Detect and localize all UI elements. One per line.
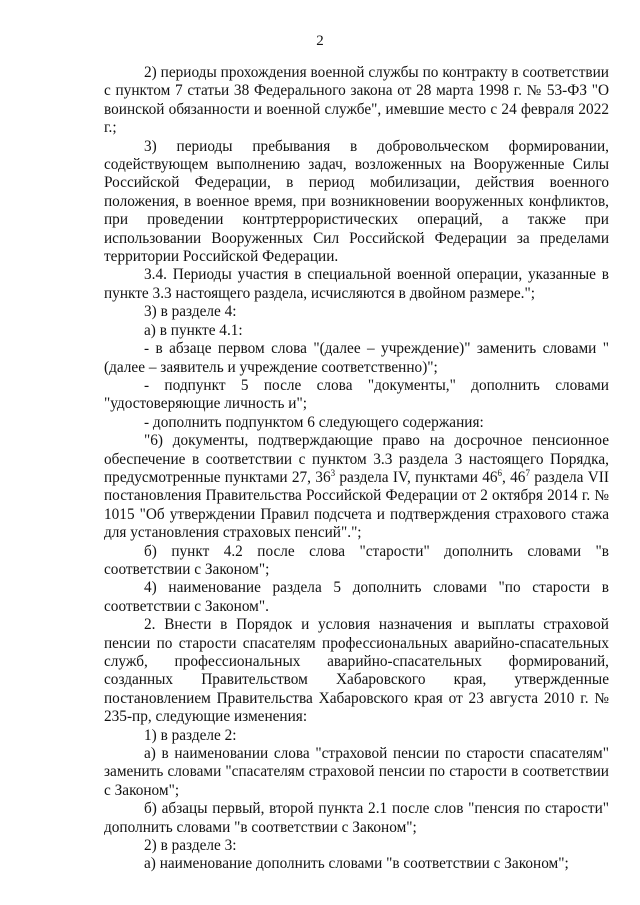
paragraph-subpoint-5: - подпункт 5 после слова "документы," дополнить словами "удостоверяющие личность и"; <box>104 376 609 413</box>
paragraph-section-2: 1) в разделе 2: <box>144 726 237 744</box>
paragraph-point-4-2: б) пункт 4.2 после слова "старости" дополнить словами "в соответствии с Законом"; <box>104 542 609 578</box>
paragraph-point-2-1: б) абзацы первый, второй пункта 2.1 после слов "пенсия по старости" дополнить словами "в соответствии с Законом"; <box>104 800 609 836</box>
paragraph-section-2-title: а) в наименовании слова "страховой пенсии по старости спасателям" заменить словами "спасателям страховой пенсии по старости в соответствии с Законом"; <box>104 745 609 799</box>
paragraph-first-abzac: - в абзаце первом слова "(далее – учреждение)" заменить словами "(далее – заявитель и учреждение соответственно)"; <box>104 340 609 376</box>
paragraph-section-3: 2) в разделе 3: <box>144 837 237 855</box>
paragraph-volunteer-formation: 3) периоды пребывания в добровольческом формировании, содействующем выполнению задач, возложенных на Вооруженные Силы Российской Федерации, в период мобилизации, действия военного положения, в военное время, при возникновении вооруженных конфликтов, при проведении контртеррористических операций, а также при использовании Вооруженных Сил Российской Федерации за пределами территории Российской Федерации. <box>104 137 609 266</box>
paragraph-section-5-title: 4) наименование раздела 5 дополнить словами "по старости в соответствии с Законом". <box>104 579 609 615</box>
paragraph-3-4: 3.4. Периоды участия в специальной военной операции, указанные в пункте 3.3 настоящего раздела, исчисляются в двойном размере."; <box>104 266 609 302</box>
paragraph-section-3-title: а) наименование дополнить словами "в соответствии с Законом"; <box>144 855 569 873</box>
superscript: 7 <box>525 467 530 478</box>
paragraph-rescuers-order: 2. Внести в Порядок и условия назначения и выплаты страховой пенсии по старости спасателям профессиональных аварийно-спасательных служб, профессиональных аварийно-спасательных формирований, созданных Правительством Хабаровского края, утвержденные постановлением Правительства Хабаровского края от 23 августа 2010 г. № 235-пр, следующие изменения: <box>104 616 609 726</box>
superscript: 6 <box>497 467 503 478</box>
document-body <box>104 64 609 874</box>
page-number: 2 <box>316 33 324 49</box>
paragraph-subpoint-6-text: "6) документы, подтверждающие право на досрочное пенсионное обеспечение в соответствии с пунктом 3.3 раздела 3 настоящего Порядка, предусмотренные пунктами 27, $36^3$ раздела IV, пунктами $46^6$, $46^7$ раздела VII постановления Правительства Российской Федерации от 2 октября 2014 г. № 1015 "Об утверждении Правил подсчета и подтверждения страхового стажа для установления страховых пенсий"."; <box>104 432 609 542</box>
superscript: 3 <box>330 467 336 478</box>
paragraph-point-4-1: а) в пункте 4.1: <box>144 321 243 339</box>
paragraph-military-contract: 2) периоды прохождения военной службы по контракту в соответствии с пунктом 7 статьи 38 Федерального закона от 28 марта 1998 г. № 53-ФЗ "О воинской обязанности и военной службе", имевшие место с 24 февраля 2022 г.; <box>104 64 609 137</box>
paragraph-section-4: 3) в разделе 4: <box>144 303 237 321</box>
paragraph-add-subpoint-6: - дополнить подпунктом 6 следующего содержания: <box>144 413 484 431</box>
